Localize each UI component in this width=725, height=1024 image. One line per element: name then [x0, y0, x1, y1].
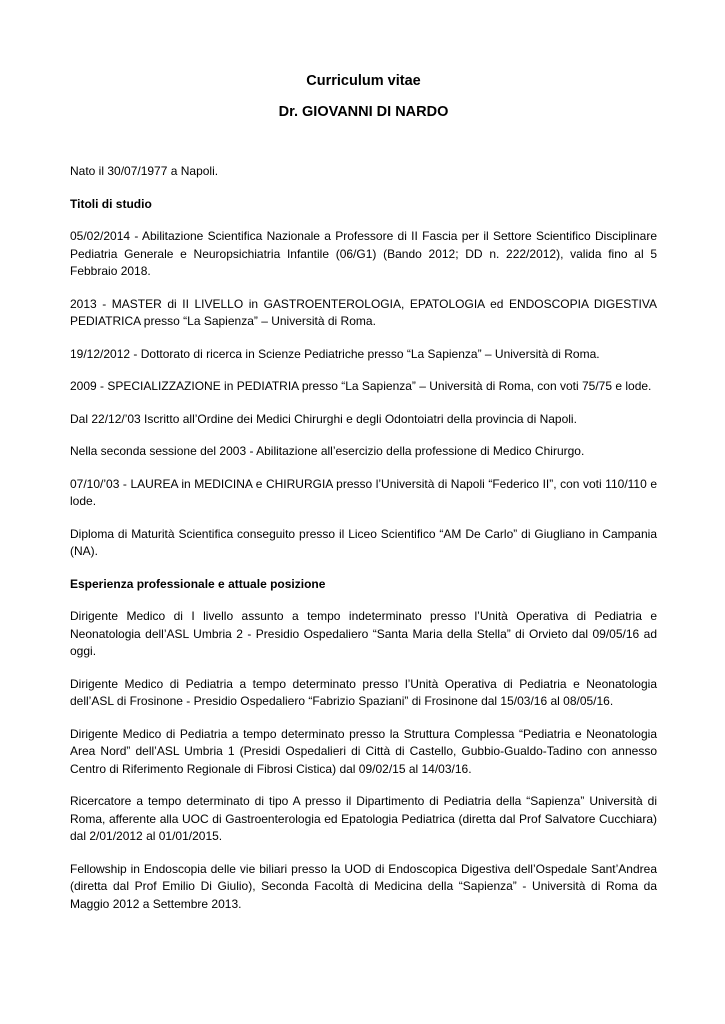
education-item: 19/12/2012 - Dottorato di ricerca in Scienze Pediatriche presso “La Sapienza” – Università di Roma.	[70, 346, 600, 361]
education-item: 07/10/’03 - LAUREA in MEDICINA e CHIRURGIA presso l’Università di Napoli “Federico II”, con voti 110/110 e lode.	[70, 476, 657, 508]
experience-item: Dirigente Medico di I livello assunto a tempo indeterminato presso l’Unità Operativa di Pediatria e Neonatologia dell’ASL Umbria 2 - Presidio Ospedaliero “Santa Maria della Stella” di Orvieto dal 09/05/16 ad oggi.	[70, 609, 657, 658]
person-name: Dr. GIOVANNI DI NARDO	[278, 104, 449, 120]
education-item: 05/02/2014 - Abilitazione Scientifica Nazionale a Professore di II Fascia per il Settore Scientifico Disciplinare Pediatria Generale e Neuropsichiatria Infantile (06/G1) (Bando 2012; DD n. 222/2012), valida fino al 5 Febbraio 2018.	[70, 229, 657, 278]
experience-section	[70, 576, 657, 914]
experience-list	[70, 608, 657, 913]
experience-heading: Esperienza professionale e attuale posizione	[70, 576, 326, 591]
education-item: Dal 22/12/’03 Iscritto all’Ordine dei Medici Chirurghi e degli Odontoiatri della provincia di Napoli.	[70, 411, 577, 426]
document-title: Curriculum vitae	[306, 73, 421, 89]
experience-item: Dirigente Medico di Pediatria a tempo determinato presso la Struttura Complessa “Pediatria e Neonatologia Area Nord” dell’ASL Umbria 1 (Presidi Ospedalieri di Città di Castello, Gubbio-Gualdo-Tadino con annesso Centro di Riferimento Regionale di Fibrosi Cistica) dal 09/02/15 al 14/03/16.	[70, 726, 657, 776]
education-item: 2009 - SPECIALIZZAZIONE in PEDIATRIA presso “La Sapienza” – Università di Roma, con voti 75/75 e lode.	[70, 379, 652, 393]
experience-item: Fellowship in Endoscopia delle vie biliari presso la UOD di Endoscopica Digestiva dell’Ospedale Sant’Andrea (diretta dal Prof Emilio Di Giulio), Seconda Facoltà di Medicina della “Sapienza” - Università di Roma da Maggio 2012 a Settembre 2013.	[70, 861, 657, 911]
education-item: 2013 - MASTER di II LIVELLO in GASTROENTEROLOGIA, EPATOLOGIA ed ENDOSCOPIA DIGESTIVA PEDIATRICA presso “La Sapienza” – Università di Roma.	[70, 296, 657, 328]
education-item: Diploma di Maturità Scientifica conseguito presso il Liceo Scientifico “AM De Carlo” di Giugliano in Campania (NA).	[70, 526, 657, 558]
birth-info: Nato il 30/07/1977 a Napoli.	[70, 164, 219, 178]
education-item: Nella seconda sessione del 2003 - Abilitazione all’esercizio della professione di Medico Chirurgo.	[70, 444, 585, 458]
experience-item: Ricercatore a tempo determinato di tipo A presso il Dipartimento di Pediatria della “Sapienza” Università di Roma, afferente alla UOC di Gastroenterologia ed Epatologia Pediatrica (diretta dal Prof Salvatore Cucchiara) dal 2/01/2012 al 01/01/2015.	[70, 794, 657, 843]
education-heading: Titoli di studio	[70, 196, 152, 211]
education-list	[70, 228, 657, 561]
experience-item: Dirigente Medico di Pediatria a tempo determinato presso l’Unità Operativa di Pediatria e Neonatologia dell’ASL di Frosinone - Presidio Ospedaliero “Fabrizio Spaziani” di Frosinone dal 15/03/16 al 08/05/16.	[70, 676, 657, 708]
education-section	[70, 196, 657, 561]
document-content	[70, 68, 657, 913]
